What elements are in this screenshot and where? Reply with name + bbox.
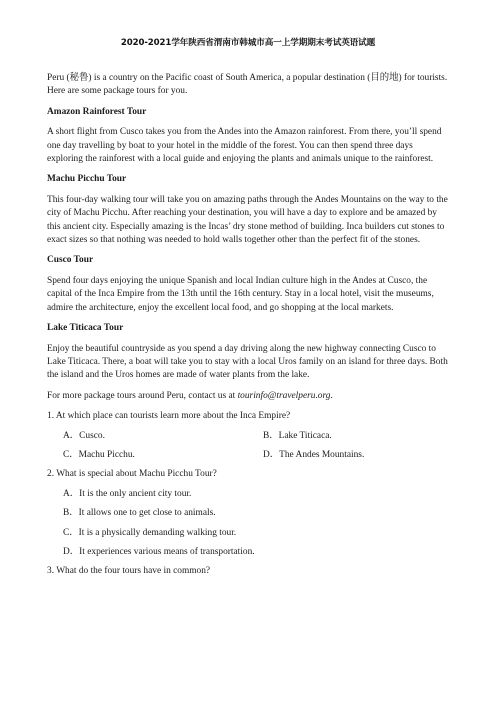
contact-line: [47, 390, 449, 403]
tour-description: This four-day walking tour will take you on amazing paths through the Andes Mountains on the way to the city of Machu Picchu. After reaching your destination, you will have a day to explore and be amazed by this ancient city. Especially amazing is the Incas’ dry stone method of building. Inca builders cut stones to exact sizes so that nothing was needed to hold walls together other than the perfect fit of the stones.: [47, 194, 448, 246]
tour-heading: Lake Titicaca Tour: [47, 323, 124, 334]
tour-description: Spend four days enjoying the unique Spanish and local Indian culture high in the Andes at Cusco, the capital of the Inca Empire from the 13th until the 16th century. Stay in a local hotel, visit the museums, admire the architecture, enjoy the excellent local food, and go shopping at the local markets.: [47, 275, 434, 313]
option-a: A．Cusco.: [63, 430, 105, 441]
intro-paragraph: Peru (秘鲁) is a country on the Pacific coast of South America, a popular destination (目的地) for tourists. Here are some package tours for you.: [47, 73, 448, 97]
option-c: C．It is a physically demanding walking tour.: [63, 527, 237, 538]
option-a: A．It is the only ancient city tour.: [63, 488, 192, 499]
question-stem: 2. What is special about Machu Picchu Tour?: [47, 469, 217, 480]
document-body: [47, 72, 449, 585]
question-stem: 1. At which place can tourists learn more about the Inca Empire?: [47, 411, 291, 422]
question-options: [63, 430, 449, 463]
document-title: 2020-2021学年陕西省渭南市韩城市高一上学期期末考试英语试题: [120, 38, 376, 48]
contact-end: .: [330, 390, 333, 401]
tour-heading: Cusco Tour: [47, 255, 94, 266]
tour-heading: Machu Picchu Tour: [47, 174, 127, 185]
option-d: D．The Andes Mountains.: [263, 449, 365, 460]
option-b: B．It allows one to get close to animals.: [63, 508, 216, 519]
tour-description: A short flight from Cusco takes you from the Andes into the Amazon rainforest. From there, you’ll spend one day travelling by boat to your hotel in the middle of the forest. You can then spend three days exploring the rainforest with a local guide and enjoying the plants and animals unique to the rainforest.: [47, 127, 442, 165]
tour-description: Enjoy the beautiful countryside as you spend a day driving along the new highway connecting Cusco to Lake Titicaca. There, a boat will take you to stay with a local Uros family on an island for three days. Both the island and the Uros homes are made of water plants from the lake.: [47, 343, 448, 381]
contact-email: tourinfo@travelperu.org: [237, 390, 331, 401]
option-c: C．Machu Picchu.: [63, 449, 135, 460]
option-d: D．It experiences various means of transportation.: [63, 546, 255, 557]
contact-text: For more package tours around Peru, contact us at: [47, 390, 238, 401]
tour-heading: Amazon Rainforest Tour: [47, 106, 147, 117]
option-b: B．Lake Titicaca.: [263, 430, 332, 441]
question-stem: 3. What do the four tours have in common?: [47, 566, 211, 577]
